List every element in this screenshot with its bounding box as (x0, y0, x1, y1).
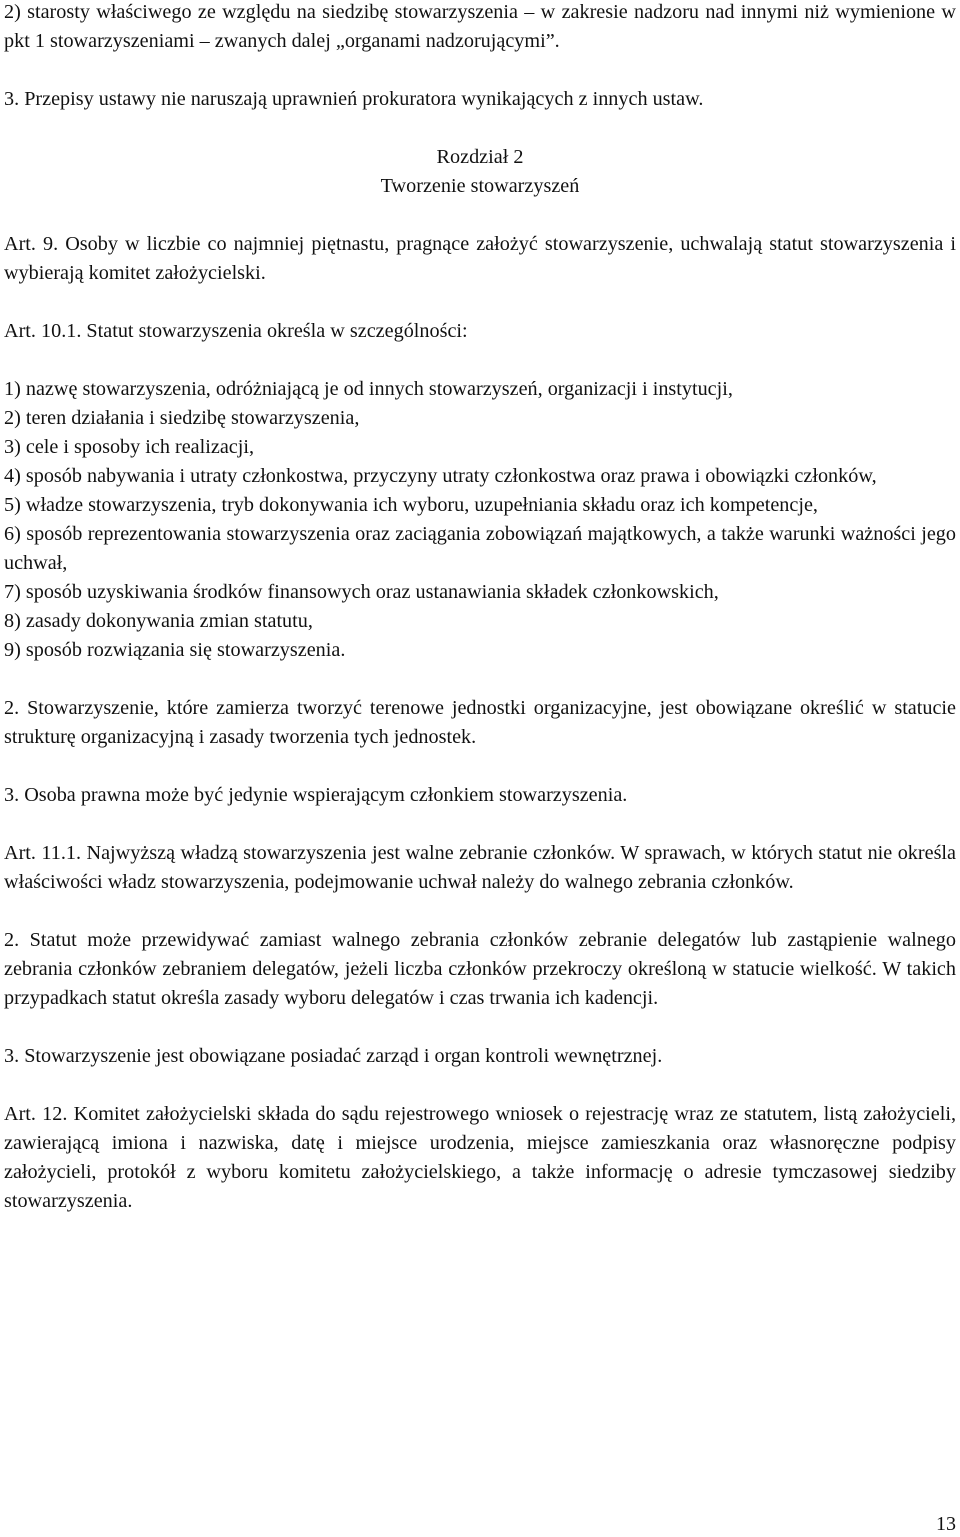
article-10-1: Art. 10.1. Statut stowarzyszenia określa w szczególności: (4, 320, 468, 342)
list-item: 1) nazwę stowarzyszenia, odróżniającą je od innych stowarzyszeń, organizacji i instytucji, (4, 378, 733, 400)
article-11-2: 2. Statut może przewidywać zamiast walnego zebrania członków zebranie delegatów lub zastąpienie walnego zebrania członków zebraniem delegatów, jeżeli liczba członków przekroczy określoną w statucie wielkość. W takich przypadkach statut określa zasady wyboru delegatów i czas trwania ich kadencji. (4, 929, 956, 1009)
article-10-list (4, 375, 956, 665)
paragraph-item-2: 2) starosty właściwego ze względu na siedzibę stowarzyszenia ‒ w zakresie nadzoru nad innymi niż wymienione w pkt 1 stowarzyszeniami ‒ zwanych dalej „organami nadzorującymi”. (4, 1, 956, 52)
list-item: 9) sposób rozwiązania się stowarzyszenia. (4, 639, 346, 661)
list-item: 5) władze stowarzyszenia, tryb dokonywania ich wyboru, uzupełniania składu oraz ich kompetencje, (4, 494, 818, 516)
chapter-title: Tworzenie stowarzyszeń (380, 175, 580, 197)
chapter-number: Rozdział 2 (436, 146, 524, 168)
list-item: 2) teren działania i siedzibę stowarzyszenia, (4, 407, 360, 429)
paragraph-art8-3: 3. Przepisy ustawy nie naruszają uprawnień prokuratora wynikających z innych ustaw. (4, 88, 704, 110)
list-item: 4) sposób nabywania i utraty członkostwa, przyczyny utraty członkostwa oraz prawa i obowiązki członków, (4, 465, 877, 487)
article-10-2: 2. Stowarzyszenie, które zamierza tworzyć terenowe jednostki organizacyjne, jest obowiązane określić w statucie strukturę organizacyjną i zasady tworzenia tych jednostek. (4, 697, 956, 748)
page-number: 13 (936, 1513, 956, 1535)
article-11-3: 3. Stowarzyszenie jest obowiązane posiadać zarząd i organ kontroli wewnętrznej. (4, 1045, 663, 1067)
document-page (4, 0, 956, 1216)
article-10-3: 3. Osoba prawna może być jedynie wspierającym członkiem stowarzyszenia. (4, 784, 628, 806)
list-item: 8) zasady dokonywania zmian statutu, (4, 610, 313, 632)
article-12: Art. 12. Komitet założycielski składa do sądu rejestrowego wniosek o rejestrację wraz ze statutem, listą założycieli, zawierającą imiona i nazwiska, datę i miejsce urodzenia, miejsce zamieszkania oraz własnoręczne podpisy założycieli, protokół z wyboru komitetu założycielskiego, a także informację o adresie tymczasowej siedziby stowarzyszenia. (4, 1103, 956, 1212)
list-item: 7) sposób uzyskiwania środków finansowych oraz ustanawiania składek członkowskich, (4, 581, 719, 603)
article-11-1: Art. 11.1. Najwyższą władzą stowarzyszenia jest walne zebranie członków. W sprawach, w których statut nie określa właściwości władz stowarzyszenia, podejmowanie uchwał należy do walnego zebrania członków. (4, 842, 956, 893)
article-9: Art. 9. Osoby w liczbie co najmniej piętnastu, pragnące założyć stowarzyszenie, uchwalają statut stowarzyszenia i wybierają komitet założycielski. (4, 233, 956, 284)
list-item: 3) cele i sposoby ich realizacji, (4, 436, 254, 458)
list-item: 6) sposób reprezentowania stowarzyszenia oraz zaciągania zobowiązań majątkowych, a także warunki ważności jego uchwał, (4, 523, 956, 574)
